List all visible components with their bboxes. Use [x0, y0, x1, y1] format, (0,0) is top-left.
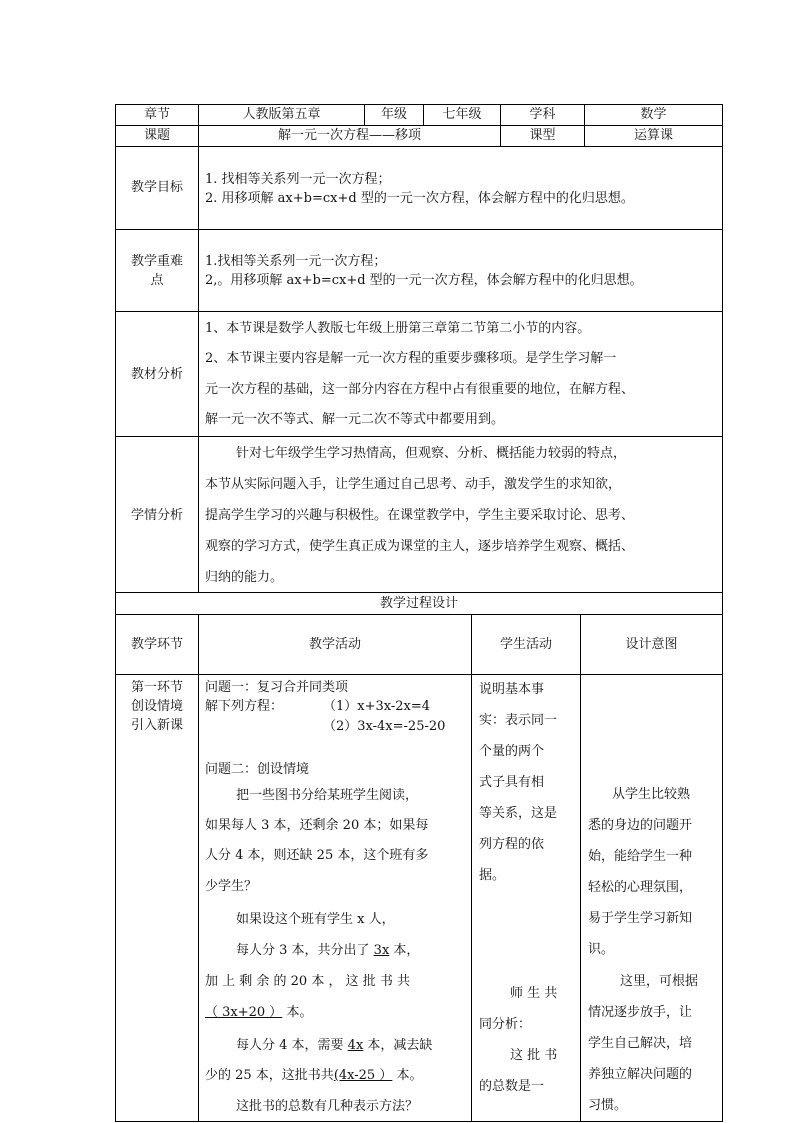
student-line: 说明基本事 [479, 682, 545, 697]
text-run: 本，减去缺 [363, 1038, 433, 1053]
text-run: 本。 [282, 1005, 313, 1020]
intent-line: 始，能给学生一种 [588, 849, 693, 864]
students-line: 针对七年级学生学习热情高，但观察、分析、概括能力较弱的特点， [236, 446, 627, 461]
stage-line: 第一环节 [130, 680, 183, 695]
grid-line [115, 146, 723, 147]
key-point-item: 2,。用移项解 ax+b=cx+d 型的一元一次方程，体会解方程中的化归思想。 [205, 273, 643, 288]
students-label: 学情分析 [130, 508, 183, 523]
key-points-label: 点 [150, 273, 164, 288]
grid-line [115, 229, 723, 230]
key-points-label: 教学重难 [130, 254, 183, 269]
teacher-line [205, 1068, 422, 1084]
student-line: 等关系，这是 [479, 806, 558, 821]
grid-line [115, 125, 723, 126]
grade-label: 年级 [380, 107, 407, 122]
grid-line [580, 614, 581, 1122]
goals-label: 教学目标 [130, 180, 183, 195]
blank-answer: (4x-25 ） [333, 1068, 393, 1083]
stage-line: 创设情境 [130, 699, 183, 714]
col-intent-header: 设计意图 [625, 637, 678, 652]
grid-line [198, 614, 199, 1122]
teacher-line: 如果设这个班有学生 x 人， [236, 912, 395, 927]
intent-line: 情况逐步放手，让 [588, 1005, 693, 1020]
teacher-line [205, 1005, 312, 1021]
stage-line: 引入新课 [130, 718, 183, 733]
topic-label: 课题 [143, 128, 170, 143]
process-title: 教学过程设计 [379, 596, 458, 611]
grid-line [722, 104, 723, 1122]
teacher-line: 少学生？ [205, 879, 258, 894]
grid-line [115, 614, 723, 615]
teacher-line: 如果每人 3 本，还剩余 20 本；如果每 [205, 818, 429, 833]
intent-line: 养独立解决问题的 [588, 1067, 693, 1082]
chapter-label: 章节 [143, 107, 170, 122]
grid-line [115, 674, 723, 675]
text-run: 少的 25 本，这批书共 [205, 1068, 334, 1083]
intent-line: 轻松的心理氛围， [588, 880, 693, 895]
material-line: 元一次方程的基础，这一部分内容在方程中占有很重要的地位，在解方程、 [205, 382, 635, 397]
student-line: 师 生 共 [510, 986, 558, 1001]
teacher-eq1: （1）x+3x-2x=4 [323, 699, 431, 714]
teacher-line [236, 943, 419, 959]
students-line: 本节从实际问题入手，让学生通过自己思考、动手，激发学生的求知欲， [205, 477, 622, 492]
grid-line [115, 436, 723, 437]
student-line: 据。 [479, 868, 506, 883]
student-line: 列方程的依 [479, 837, 545, 852]
col-teacher-header: 教学活动 [308, 637, 361, 652]
col-student-header: 学生活动 [499, 637, 552, 652]
grid-line [115, 311, 723, 312]
students-line: 观察的学习方式，使学生真正成为课堂的主人，逐步培养学生观察、概括、 [205, 539, 635, 554]
teacher-solve: 解下列方程： [205, 699, 284, 714]
intent-line: 悉的身边的问题开 [588, 818, 693, 833]
intent-line: 这里，可根据 [620, 974, 699, 989]
text-run: 每人分 4 本，需要 [236, 1038, 348, 1053]
intent-line: 习惯。 [588, 1098, 628, 1113]
blank-answer: 3x [373, 943, 390, 958]
intent-line: 识。 [588, 942, 615, 957]
goal-item: 1. 找相等关系列一元一次方程； [205, 172, 391, 187]
grid-line [115, 104, 723, 105]
text-run: 每人分 3 本，共分出了 [236, 943, 374, 958]
intent-line: 从学生比较熟 [612, 787, 691, 802]
material-line: 1、本节课是数学人教版七年级上册第三章第二节第二小节的内容。 [205, 321, 591, 336]
topic-value: 解一元一次方程——移项 [277, 128, 421, 143]
grid-line [471, 614, 472, 1122]
student-line: 实：表示同一 [479, 713, 558, 728]
grade-value: 七年级 [442, 107, 482, 122]
type-label: 课型 [529, 128, 556, 143]
material-line: 2、本节课主要内容是解一元一次方程的重要步骤移项。是学生学习解一 [205, 351, 617, 366]
col-stage-header: 教学环节 [130, 637, 183, 652]
student-line: 的总数是一 [479, 1079, 545, 1094]
teacher-eq2: （2）3x-4x=-25-20 [323, 719, 446, 734]
student-line: 这 批 书 [510, 1048, 558, 1063]
type-value: 运算课 [633, 128, 673, 143]
teacher-line: 把一些图书分给某班学生阅读， [236, 788, 419, 803]
intent-line: 学生自己解决，培 [588, 1036, 693, 1051]
material-line: 解一元一次不等式、解一元二次不等式中都要用到。 [205, 412, 505, 427]
teacher-q1: 问题一：复习合并同类项 [205, 680, 349, 695]
teacher-line: 加 上 剩 余 的 20 本 ， 这 批 书 共 [205, 974, 410, 989]
key-point-item: 1.找相等关系列一元一次方程； [205, 254, 387, 269]
students-line: 提高学生学习的兴趣与积极性。在课堂教学中，学生主要采取讨论、思考、 [205, 508, 635, 523]
student-line: 个量的两个 [479, 744, 545, 759]
material-label: 教材分析 [130, 367, 183, 382]
goal-item: 2. 用移项解 ax+b=cx+d 型的一元一次方程，体会解方程中的化归思想。 [205, 191, 634, 206]
text-run: 本。 [392, 1068, 423, 1083]
teacher-line: 这批书的总数有几种表示方法？ [236, 1099, 419, 1114]
chapter-value: 人教版第五章 [242, 107, 321, 122]
text-run: 本， [389, 943, 420, 958]
teacher-line: 人分 4 本，则还缺 25 本，这个班有多 [205, 848, 429, 863]
blank-answer: 4x [347, 1038, 364, 1053]
student-line: 同分析： [479, 1017, 532, 1032]
grid-line [115, 592, 723, 593]
blank-answer: （ 3x+20 ） [205, 1005, 283, 1020]
grid-line [115, 1121, 723, 1122]
grid-line [198, 104, 199, 593]
teacher-line [236, 1038, 432, 1054]
teacher-q2: 问题二：创设情境 [205, 762, 310, 777]
subject-value: 数学 [640, 107, 667, 122]
student-line: 式子具有相 [479, 775, 545, 790]
intent-line: 易于学生学习新知 [588, 911, 693, 926]
subject-label: 学科 [529, 107, 556, 122]
students-line: 归纳的能力。 [205, 570, 284, 585]
